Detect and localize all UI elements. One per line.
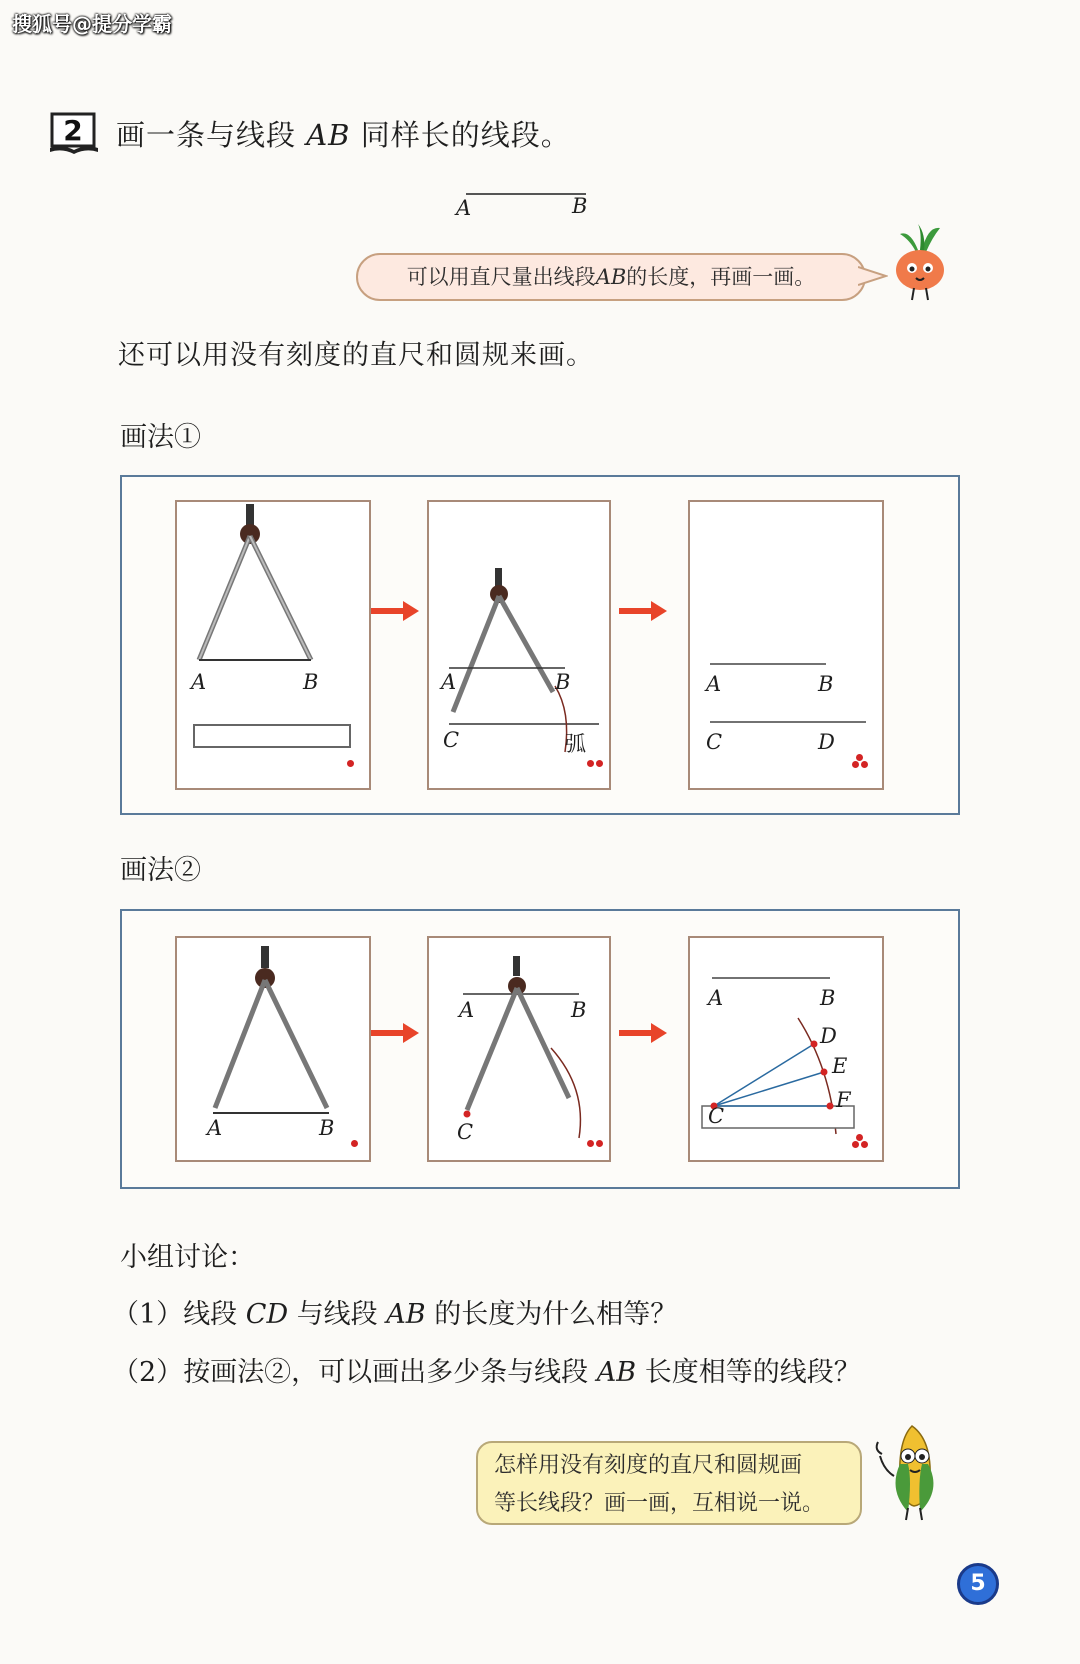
difficulty-dot [351, 1140, 358, 1147]
bubble-line-2: 等长线段？画一画，互相说一说。 [494, 1491, 825, 1516]
m2p2-label-b: B [571, 998, 587, 1022]
method2-label: 画法② [120, 855, 201, 886]
difficulty-dot [852, 1141, 859, 1148]
page-number: 5 [957, 1563, 999, 1605]
heading-pre: 画一条与线段 [116, 118, 297, 152]
hint-bubble [356, 253, 866, 301]
discussion-q1 [112, 1292, 677, 1331]
difficulty-dot [347, 760, 354, 767]
bubble-line-1: 怎样用没有刻度的直尺和圆规画 [494, 1453, 803, 1478]
problem-number-icon [48, 108, 100, 156]
bottom-hint-bubble [476, 1441, 862, 1525]
difficulty-dot [587, 1140, 594, 1147]
method1-panel-2 [427, 500, 611, 790]
m2p1-label-a: A [207, 1116, 223, 1140]
arrow-right-icon [619, 1023, 667, 1043]
compass-icon [177, 938, 369, 1118]
q1-cd: CD [245, 1299, 289, 1330]
m1p2-label-a: A [441, 670, 457, 694]
difficulty-dot [587, 760, 594, 767]
q2-ab: AB [596, 1357, 637, 1388]
method2-frame [120, 909, 960, 1189]
hint-ab: AB [595, 265, 627, 289]
arrow-right-icon [619, 601, 667, 621]
m2p3-label-e: E [832, 1054, 848, 1078]
m1p3-label-d: D [818, 730, 835, 754]
q2-pre: 按画法②，可以画出多少条与线段 [183, 1357, 589, 1388]
m2p3-label-b: B [820, 986, 836, 1010]
difficulty-dot [861, 1141, 868, 1148]
method2-panel-3 [688, 936, 884, 1162]
method1-panel-3 [688, 500, 884, 790]
hint-pre: 可以用直尺量出线段 [406, 265, 596, 289]
m1p3-label-b: B [818, 672, 834, 696]
segment-label-b: B [572, 194, 588, 218]
m2p3-label-f: F [836, 1088, 851, 1112]
m1p3-label-c: C [706, 730, 723, 754]
q1-num: （1） [112, 1299, 184, 1330]
ruler-icon [193, 724, 351, 748]
m1p1-label-a: A [191, 670, 207, 694]
compass-icon [429, 502, 609, 762]
m2p1-label-b: B [319, 1116, 335, 1140]
compass-icon [429, 938, 609, 1148]
difficulty-dot [596, 760, 603, 767]
method1-frame [120, 475, 960, 815]
watermark-text: 搜狐号@提分学霸 [12, 12, 172, 36]
m1p2-label-arc: 弧 [565, 732, 586, 756]
q1-pre: 线段 [183, 1299, 238, 1330]
arrow-right-icon [371, 1023, 419, 1043]
q1-mid: 与线段 [296, 1299, 378, 1330]
bubble-tail-icon [858, 263, 888, 289]
heading-post: 同样长的线段。 [360, 118, 571, 152]
hint-post: 的长度，再画一画。 [626, 265, 816, 289]
method1-panel-1 [175, 500, 371, 790]
segment-label-a: A [456, 196, 472, 220]
q1-ab: AB [386, 1299, 426, 1330]
discussion-q2 [112, 1350, 861, 1389]
m1p1-label-b: B [303, 670, 319, 694]
m2p2-label-a: A [459, 998, 475, 1022]
difficulty-dot [852, 761, 859, 768]
heading-ab: AB [306, 118, 351, 152]
difficulty-dot [856, 1134, 863, 1141]
method2-panel-1 [175, 936, 371, 1162]
m2p3-label-c: C [708, 1104, 725, 1128]
intro-text: 还可以用没有刻度的直尺和圆规来画。 [118, 340, 594, 371]
m1p2-label-c: C [443, 728, 460, 752]
discussion-title: 小组讨论： [120, 1242, 255, 1273]
difficulty-dot [861, 761, 868, 768]
m1p2-label-b: B [555, 670, 571, 694]
radish-mascot-icon [888, 222, 954, 304]
segments-ab-cd-diagram [690, 502, 882, 742]
m2p3-label-a: A [708, 986, 724, 1010]
corn-mascot-icon [872, 1420, 952, 1524]
difficulty-dot [856, 754, 863, 761]
m2p3-label-d: D [820, 1024, 837, 1048]
difficulty-dot [596, 1140, 603, 1147]
problem-heading [116, 113, 571, 154]
problem-number: 2 [63, 114, 83, 147]
q2-post: 长度相等的线段？ [644, 1357, 861, 1388]
segment-ab-line [466, 193, 586, 195]
q2-num: （2） [112, 1357, 184, 1388]
q1-post: 的长度为什么相等？ [434, 1299, 678, 1330]
method1-label: 画法① [120, 422, 201, 453]
m1p3-label-a: A [706, 672, 722, 696]
arrow-right-icon [371, 601, 419, 621]
m2p2-label-c: C [457, 1120, 474, 1144]
method2-panel-2 [427, 936, 611, 1162]
